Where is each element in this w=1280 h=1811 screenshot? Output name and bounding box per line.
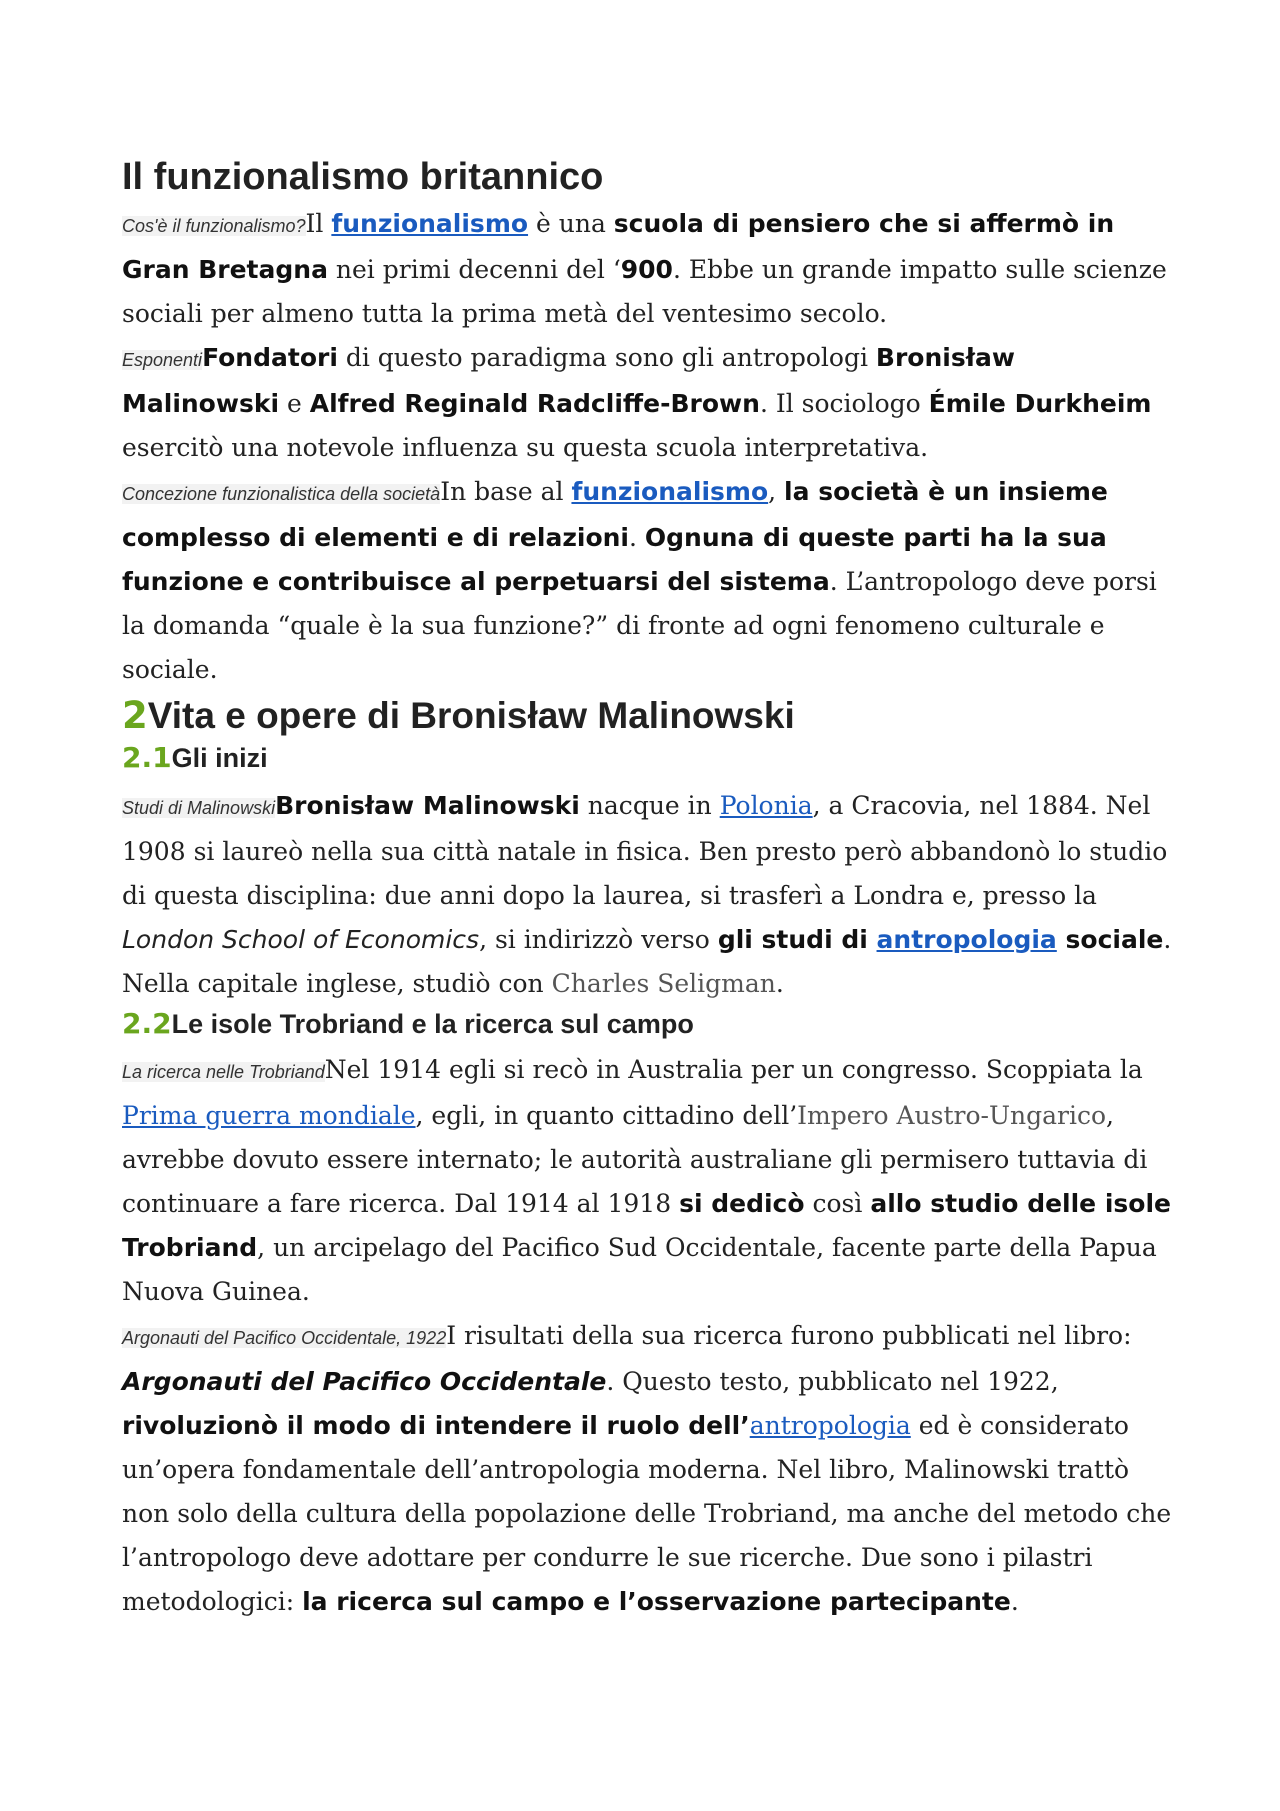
paragraph-trobriand: La ricerca nelle TrobriandNel 1914 egli si recò in Australia per un congresso. Scoppiata la Prima guerra mondiale, egli, in quanto cittadino dell’Impero Austro-Ungarico, avrebbe dovuto essere internato; le autorità australiane gli permisero tuttavia di continuare a fare ricerca. Dal 1914 al 1918 si dedicò così allo studio delle isole Trobriand, un arcipelago del Pacifico Sud Occidentale, facente parte della Papua Nuova Guinea. [122, 1055, 1171, 1306]
page-title: Il funzionalismo britannico [122, 156, 604, 198]
link-antropologia[interactable]: antropologia [876, 925, 1057, 954]
paragraph-exponents: EsponentiFondatori di questo paradigma sono gli antropologi Bronisław Malinowski e Alfred Reginald Radcliffe-Brown. Il sociologo Émile Durkheim esercitò una notevole influenza su questa scuola interpretativa. [122, 343, 1152, 462]
margin-note: Concezione funzionalistica della società [122, 484, 441, 504]
paragraph-definition: Cos'è il funzionalismo?Il funzionalismo è una scuola di pensiero che si affermò in Gran Bretagna nei primi decenni del ‘900. Ebbe un grande impatto sulle scienze sociali per almeno tutta la prima metà del ventesimo secolo. [122, 209, 1167, 328]
margin-note: Cos'è il funzionalismo? [122, 216, 306, 236]
margin-note: Studi di Malinowski [122, 798, 276, 818]
margin-note: Esponenti [122, 350, 203, 370]
link-funzionalismo[interactable]: funzionalismo [331, 209, 529, 238]
link-funzionalismo-2[interactable]: funzionalismo [571, 477, 769, 506]
link-antropologia-2[interactable]: antropologia [749, 1411, 911, 1440]
paragraph-argonauti: Argonauti del Pacifico Occidentale, 1922I risultati della sua ricerca furono pubblicati nel libro: Argonauti del Pacifico Occidentale. Questo testo, pubblicato nel 1922, rivoluzionò il modo di intendere il ruolo dell’antropologia ed è considerato un’opera fondamentale dell’antropologia moderna. Nel libro, Malinowski trattò non solo della cultura della popolazione delle Trobriand, ma anche del metodo che l’antropologo deve adottare per condurre le sue ricerche. Due sono i pilastri metodologici: la ricerca sul campo e l’osservazione partecipante. [122, 1321, 1172, 1616]
subsection-heading-2-2: 2.2Le isole Trobriand e la ricerca sul campo [122, 1007, 694, 1040]
section-heading-2: 2Vita e opere di Bronisław Malinowski [122, 694, 795, 737]
link-prima-guerra-mondiale[interactable]: Prima guerra mondiale [122, 1101, 416, 1130]
margin-note: Argonauti del Pacifico Occidentale, 1922 [122, 1328, 447, 1348]
link-polonia[interactable]: Polonia [719, 791, 813, 820]
margin-note: La ricerca nelle Trobriand [122, 1062, 325, 1082]
document-page [122, 150, 1172, 1624]
paragraph-studies: Studi di MalinowskiBronisław Malinowski nacque in Polonia, a Cracovia, nel 1884. Nel 1908 si laureò nella sua città natale in fisica. Ben presto però abbandonò lo studio di questa disciplina: due anni dopo la laurea, si trasferì a Londra e, presso la London School of Economics, si indirizzò verso gli studi di antropologia sociale. Nella capitale inglese, studiò con Charles Seligman. [122, 791, 1172, 998]
paragraph-society: Concezione funzionalistica della societàIn base al funzionalismo, la società è un insieme complesso di elementi e di relazioni. Ognuna di queste parti ha la sua funzione e contribuisce al perpetuarsi del sistema. L’antropologo deve porsi la domanda “quale è la sua funzione?” di fronte ad ogni fenomeno culturale e sociale. [122, 477, 1157, 684]
subsection-heading-2-1: 2.1Gli inizi [122, 741, 268, 774]
